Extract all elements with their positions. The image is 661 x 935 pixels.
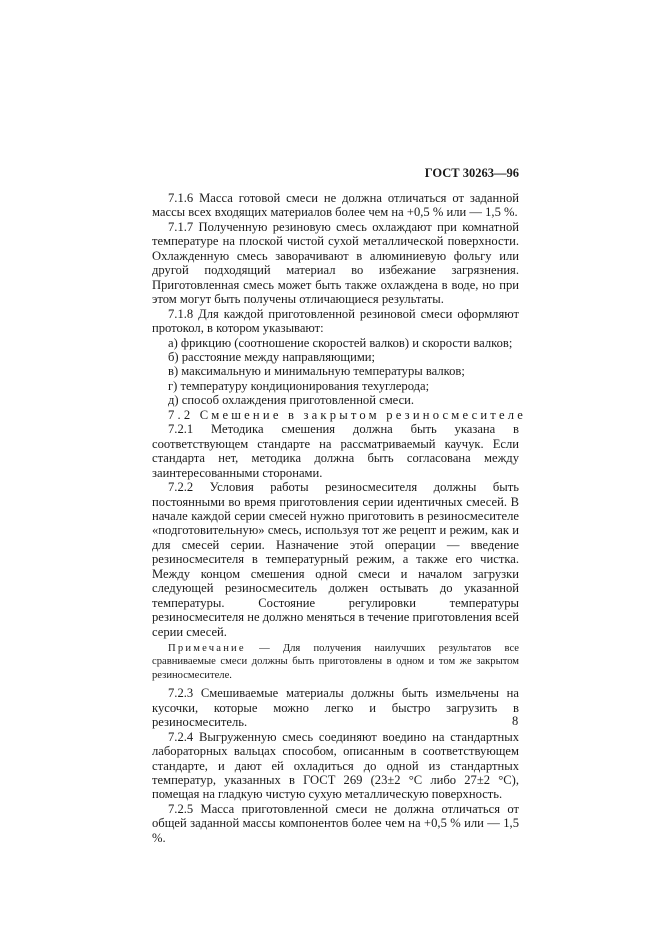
paragraph-7-2-2: 7.2.2 Условия работы резиносмесителя должны быть постоянными во время приготовления серии идентичных смесей. В начале каждой серии смесей нужно приготовить в резиносмесителе «подготовительную» смесь, используя тот же рецепт и режим, как и для смесей серии. Назначение этой операции — введение резиносмесителя в температурный режим, а также его чистка. Между концом смешения одной смеси и началом загрузки следующей резиносмеситель должен остывать до указанной температуры. Состояние регулировки температуры резиносмесителя не должно меняться в течение приготовления всей серии смесей. [152, 480, 519, 639]
paragraph-7-2-1: 7.2.1 Методика смешения должна быть указана в соответствующем стандарте на рассматриваемый каучук. Если стандарта нет, методика должна быть согласована между заинтересованными сторонами. [152, 422, 519, 480]
page-number: 8 [512, 714, 519, 728]
paragraph-7-1-6: 7.1.6 Масса готовой смеси не должна отличаться от заданной массы всех входящих материалов более чем на +0,5 % или — 1,5 %. [152, 191, 519, 220]
list-item-a: а) фрикцию (соотношение скоростей валков) и скорости валков; [168, 335, 513, 350]
note-label: Примечание [168, 643, 246, 655]
list-item-d: д) способ охлаждения приготовленной смеси. [168, 393, 415, 408]
section-heading-7-2: 7.2 Смешение в закрытом резиносмесителе [168, 407, 527, 422]
list-item-b: б) расстояние между направляющими; [168, 349, 376, 364]
paragraph-7-2-3: 7.2.3 Смешиваемые материалы должны быть измельчены на кусочки, которые можно легко и быстро загрузить в резиносмеситель. [152, 686, 519, 730]
document-header-id: ГОСТ 30263—96 [424, 166, 519, 180]
paragraph-7-1-7: 7.1.7 Полученную резиновую смесь охлаждают при комнатной температуре на плоской чистой сухой металлической поверхности. Охлажденную смесь заворачивают в алюминиевую фольгу или другой подходящий материал во избежание загрязнения. Приготовленная смесь может быть также охлаждена в воде, но при этом могут быть получены отличающиеся результаты. [152, 219, 519, 307]
list-item-g: г) температуру кондиционирования техуглерода; [168, 378, 430, 393]
document-body [152, 191, 527, 845]
list-item-v: в) максимальную и минимальную температуры валков; [168, 364, 465, 379]
paragraph-7-2-4: 7.2.4 Выгруженную смесь соединяют воедино на стандартных лабораторных вальцах способом, описанным в соответствующем стандарте, и дают ей охладиться до одной из стандартных температур, указанных в ГОСТ 269 (23±2 °С либо 27±2 °С), помещая на гладкую чистую сухую металлическую поверхность. [152, 729, 519, 802]
paragraph-7-2-5: 7.2.5 Масса приготовленной смеси не должна отличаться от общей заданной массы компонентов более чем на +0,5 % или — 1,5 %. [152, 801, 519, 845]
note [152, 642, 519, 682]
note-text: — Для получения наилучших результатов все сравниваемые смеси должны быть приготовлены в одном и том же закрытом резиносмесителе. [152, 643, 519, 681]
paragraph-7-1-8: 7.1.8 Для каждой приготовленной резиновой смеси оформляют протокол, в котором указывают: [152, 306, 519, 336]
